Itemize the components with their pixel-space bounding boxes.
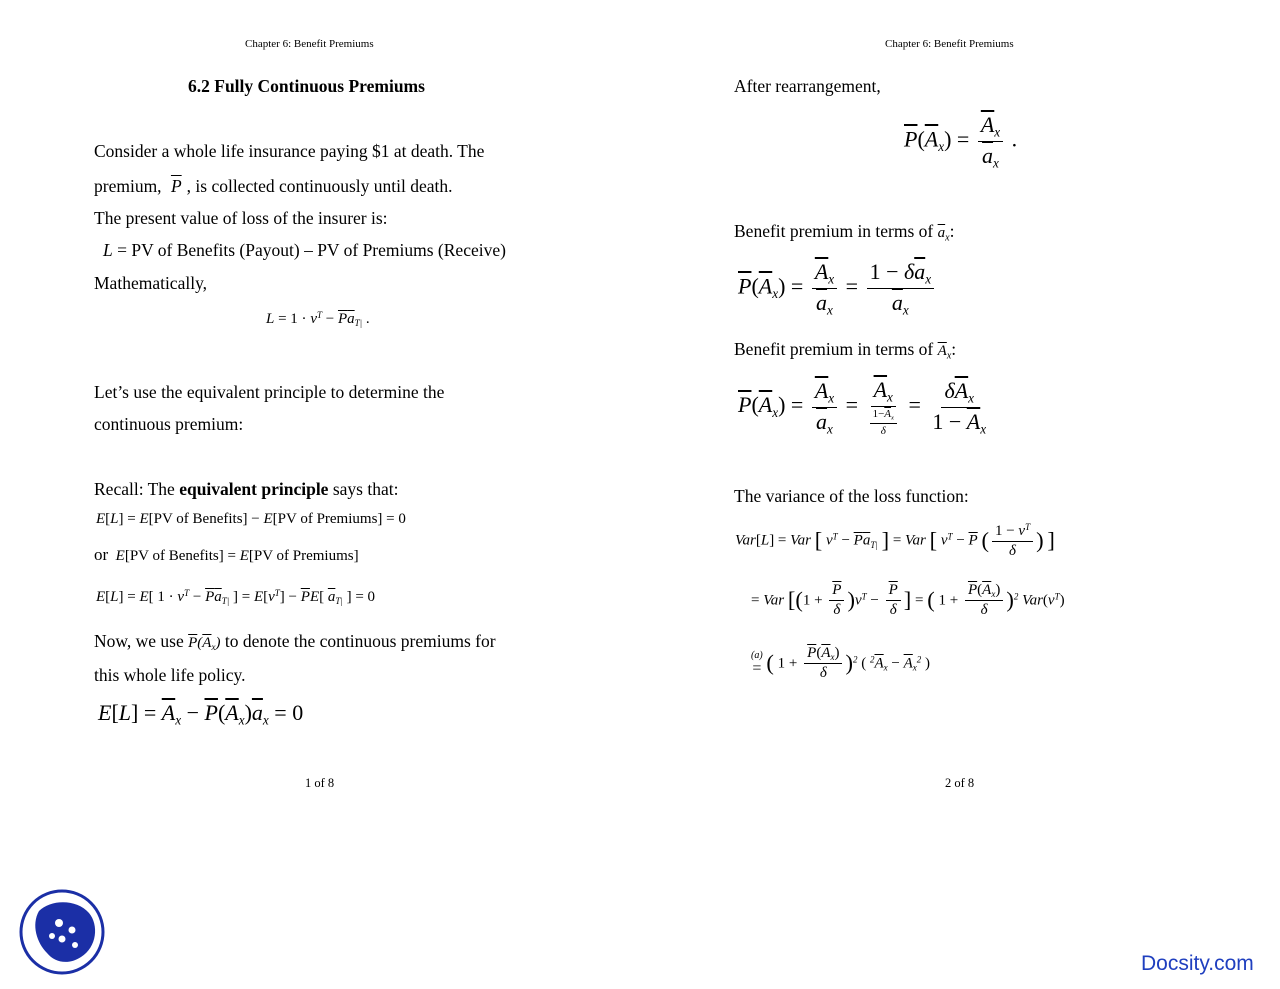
brand-link[interactable]: Docsity.com [1141, 952, 1254, 975]
equation-expectation-alt: or E[PV of Benefits] = E[PV of Premiums] [94, 545, 359, 564]
paragraph-line: The variance of the loss function: [734, 486, 969, 506]
equation-premium: $\overline{P}(\overline{A}_x)$ = $\frac{\overline{A}_x}{\overline{a}_x}$ . [904, 112, 1018, 171]
equation-loss: $L = 1 \cdot v^T - \overline{P}\overline{a}_{T|}$ . [266, 310, 370, 329]
paragraph-line: Benefit premium in terms of $\overline{a}_x$: [734, 221, 955, 244]
equation-zero-loss: $E[L] = \overline{A}_x - \overline{P}(\overline{A}_x)\overline{a}_x = 0$ [98, 700, 304, 728]
equation-variance-3: (a) = ( 1 + $\frac{\overline{P}(\overline{A}_x)}{\delta}$ )$^2$ ( $^2\overline{A}_x - \overline{A}_x^2$ ) [751, 645, 931, 682]
paragraph-line: After rearrangement, [734, 76, 881, 96]
paragraph-line: Let’s use the equivalent principle to determine the [94, 382, 445, 402]
paragraph-line: this whole life policy. [94, 665, 246, 685]
equation-premium-abar: $\overline{P}(\overline{A}_x)$ = $\frac{\overline{A}_x}{\overline{a}_x}$ = $\frac{1 - \delta\overline{a}_x}{\overline{a}_x}$ [738, 259, 937, 318]
equation-variance-1: Var[L] = Var [ $v^T - \overline{P}\overline{a}_{T|}$ ] = Var [ $v^T - \overline{P}$ ( $\frac{1 - v^T}{\delta}$ ) ] [735, 522, 1055, 560]
paragraph-line: Benefit premium in terms of $\overline{A}_x$: [734, 339, 957, 362]
premium-symbol: $\overline{P}$ [170, 176, 182, 196]
paragraph-line: The present value of loss of the insurer is: [94, 208, 388, 228]
right-page-header: Chapter 6: Benefit Premiums [885, 38, 1014, 50]
premium-notation: $\overline{P}(\overline{A}_x)$ [188, 635, 221, 653]
paragraph-line: Now, we use $\overline{P}(\overline{A}_x)$ to denote the continuous premiums for [94, 631, 496, 653]
left-page-header: Chapter 6: Benefit Premiums [245, 38, 374, 50]
paragraph-line: Consider a whole life insurance paying $1 at death. The [94, 141, 485, 161]
docsity-logo-icon [19, 889, 105, 975]
loss-definition: L = PV of Benefits (Payout) – PV of Premiums (Receive) [103, 240, 506, 260]
paragraph-line: Mathematically, [94, 273, 208, 293]
page-number: 1 of 8 [305, 776, 335, 790]
equation-variance-2: = Var [(1 + $\frac{\overline{P}}{\delta}$ )$v^T$ − $\frac{\overline{P}}{\delta}$ ] = ( 1 + $\frac{\overline{P}(\overline{A}_x)}{\delta}$ )$^2$ $Var(v^T)$ [751, 582, 1065, 619]
paragraph-line: continuous premium: [94, 414, 244, 434]
paragraph-line: premium, $\overline{P}$ , is collected continuously until death. [94, 176, 453, 196]
equation-premium-Abar: $\overline{P}(\overline{A}_x)$ = $\frac{\overline{A}_x}{\overline{a}_x}$ = $\frac{\overline{A}_x}{\frac{1-\overline{A}_x}{\delta}}$ = $\frac{\delta\overline{A}_x}{1 - \overline{A}_x}$ [738, 377, 987, 437]
equation-expectation: E[L] = E[PV of Benefits] − E[PV of Premiums] = 0 [96, 511, 406, 527]
page-number: 2 of 8 [945, 776, 975, 790]
section-title: 6.2 Fully Continuous Premiums [188, 76, 425, 96]
recall-line: Recall: The equivalent principle says that: [94, 479, 399, 499]
equation-expectation-expanded: E[L] = E[ $1 \cdot v^T - \overline{P}\overline{a}_{T|}$ ] = $E[v^T] - \overline{P}E$[ $\overline{a}_{T|}$ ] = 0 [96, 588, 376, 607]
